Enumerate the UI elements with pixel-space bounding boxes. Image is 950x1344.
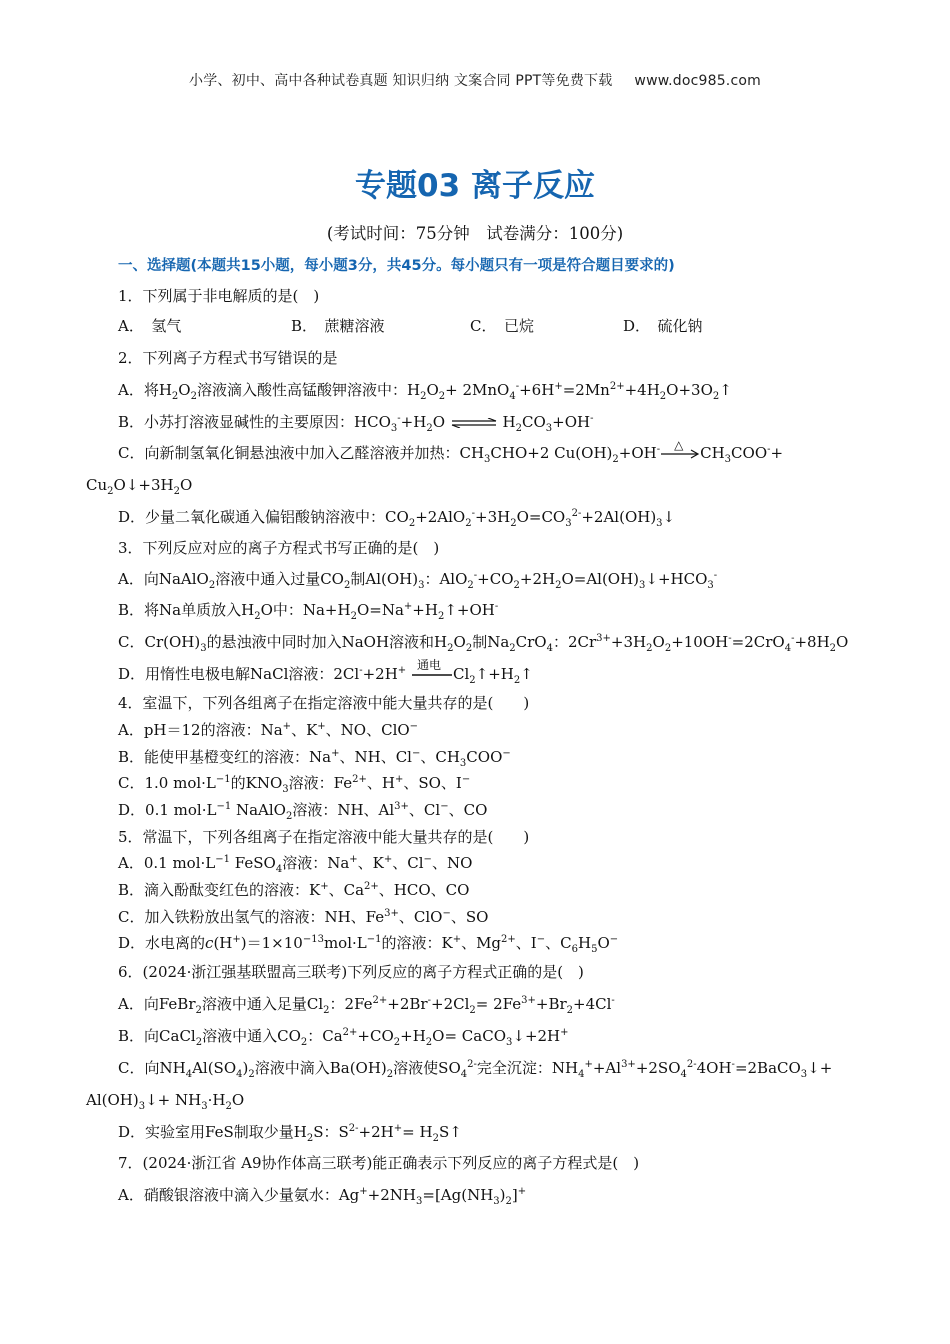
q5-stem: 5．常温下，下列各组离子在指定溶液中能大量共存的是( ) bbox=[118, 828, 530, 846]
q2-option-b: B．小苏打溶液显碱性的主要原因：$HCO_3^-+H_2O$ $H_2CO_3+OH^-$ bbox=[118, 413, 594, 434]
q6-option-a: A．向FeBr$_2$溶液中通入足量$Cl_2$：$2Fe^{2+}+2Br^-+2Cl_2= 2Fe^{3+}+Br_2+4Cl^-$ bbox=[118, 995, 615, 1016]
q2-option-c-cont: $Cu_2O↓+3H_2O$ bbox=[86, 476, 193, 497]
q5-option-c: C．加入铁粉放出氢气的溶液：NH、$Fe^{3+}$、ClO−、SO bbox=[118, 908, 489, 926]
q1-option-d: D． 硫化钠 bbox=[623, 317, 703, 335]
q5-option-d: D．水电离的$c(H^+)=1\times 10^{-13}mol\cdot L^{-1}$的溶液：K+、$Mg^{2+}$、I−、$C_6H_5O^-$ bbox=[118, 934, 619, 955]
electrolysis-arrow-icon bbox=[411, 658, 453, 680]
document-title: 专题03 离子反应 bbox=[355, 168, 595, 204]
q1-option-c: C． 已烷 bbox=[470, 317, 534, 335]
q2-option-d: D．少量二氧化碳通入偏铝酸钠溶液中：$CO_2+2AlO_2^-+3H_2O=CO_3^{2-}+2Al(OH)_3↓$ bbox=[118, 508, 676, 529]
heat-arrow-icon bbox=[660, 438, 700, 459]
q3-option-d: D．用惰性电极电解NaCl溶液：2Cl-+2H+ 通电 $Cl_2↑+H_2↑$ bbox=[118, 664, 533, 684]
q3-option-a: A．向NaAlO$_2$溶液中通入过量$CO_2$制$Al(OH)_3$：$AlO_2^-+CO_2+2H_2O=Al(OH)_3↓+HCO_3^-$ bbox=[118, 570, 718, 591]
q5-option-b: B．滴入酚酞变红色的溶液：K+、$Ca^{2+}$、HCO、CO bbox=[118, 881, 470, 899]
q6-stem: 6．(2024·浙江强基联盟高三联考)下列反应的离子方程式正确的是( ) bbox=[118, 963, 584, 981]
q5-option-a: A．0.1 $mol\cdot L^{-1}$ FeSO$_4$溶液：Na+、K+、Cl−、NO bbox=[118, 854, 473, 875]
q6-option-c: C．向$NH_4Al(SO_4)_2$溶液中滴入$Ba(OH)_2$溶液使$SO_4^{2-}$完全沉淀：$NH_4^++Al^{3+}+2SO_4^{2-}4OH^-=2BaCO_3↓+$ bbox=[118, 1059, 833, 1080]
q6-option-c-cont: $Al(OH)_3↓+ NH_3\cdot H_2O$ bbox=[86, 1091, 245, 1112]
q1-option-a: A． 氢气 bbox=[118, 317, 182, 335]
q4-option-a: A．pH＝12的溶液：Na+、K+、NO、ClO− bbox=[118, 721, 419, 739]
q2-option-a: A．将$H_2O_2$溶液滴入酸性高锰酸钾溶液中：$H_2O_2+$ $2MnO_4^-+6H^+=2Mn^{2+}+4H_2O+3O_2↑$ bbox=[118, 381, 732, 402]
header-text: 小学、初中、高中各种试卷真题 知识归纳 文案合同 PPT等免费下载 bbox=[189, 73, 613, 89]
q4-stem: 4．室温下，下列各组离子在指定溶液中能大量共存的是( ) bbox=[118, 694, 530, 712]
q7-stem: 7．(2024·浙江省 A9协作体高三联考)能正确表示下列反应的离子方程式是( ) bbox=[118, 1154, 640, 1172]
q1-options bbox=[118, 316, 703, 336]
exam-info: (考试时间：75分钟 试卷满分：100分) bbox=[326, 224, 624, 243]
q6-option-d: D．实验室用FeS制取少量$H_2S$：$S^{2-}+2H^+=$ $H_2S↑$ bbox=[118, 1123, 462, 1144]
q3-option-b: B．将Na单质放入$H_2O$中：$Na+H_2O=Na^++H_2↑+OH^-$ bbox=[118, 601, 499, 622]
reversible-arrow-icon bbox=[450, 418, 498, 428]
q4-option-c: C．1.0 $mol\cdot L^{-1}$的$KNO_3$溶液：$Fe^{2+}$、H+、SO、I− bbox=[118, 774, 471, 795]
q3-stem: 3．下列反应对应的离子方程式书写正确的是( ) bbox=[118, 539, 440, 557]
q4-option-b: B．能使甲基橙变红的溶液：Na+、NH、Cl−、$CH_3COO^-$ bbox=[118, 748, 511, 769]
q1-stem: 1．下列属于非电解质的是( ) bbox=[118, 287, 320, 305]
page-header bbox=[0, 70, 950, 90]
q6-option-b: B．向CaCl$_2$溶液中通入$CO_2$：$Ca^{2+}+CO_2+H_2O=$ CaCO$_3$↓+2H+ bbox=[118, 1027, 569, 1048]
electrolysis-label: 通电 bbox=[416, 658, 441, 672]
q1-option-b: B． 蔗糖溶液 bbox=[291, 317, 385, 335]
q2-option-c: C．向新制氢氧化铜悬浊液中加入乙醛溶液并加热：$CH_3CHO+2$ $Cu(OH)_2+OH^-$ △ $CH_3COO^-+$ bbox=[118, 443, 783, 463]
q3-option-c: C．$Cr(OH)_3$的悬浊液中同时加入NaOH溶液和$H_2O_2$制$Na_2CrO_4$：$2Cr^{3+}+3H_2O_2+10OH^-=2CrO_4^-+8H_2O$ bbox=[118, 633, 849, 654]
header-url[interactable]: www.doc985.com bbox=[634, 73, 761, 89]
section-heading: 一、选择题(本题共15小题，每小题3分，共45分。每小题只有一项是符合题目要求的) bbox=[118, 258, 675, 274]
q7-option-a: A．硝酸银溶液中滴入少量氨水：$Ag^++2NH_3=[Ag(NH_3)_2]^+$ bbox=[118, 1186, 527, 1207]
heat-label: △ bbox=[674, 438, 684, 452]
q2-stem: 2．下列离子方程式书写错误的是 bbox=[118, 349, 338, 367]
q4-option-d: D．0.1 $mol\cdot L^{-1}$ NaAlO$_2$溶液：NH、$Al^{3+}$、Cl−、CO bbox=[118, 801, 488, 822]
